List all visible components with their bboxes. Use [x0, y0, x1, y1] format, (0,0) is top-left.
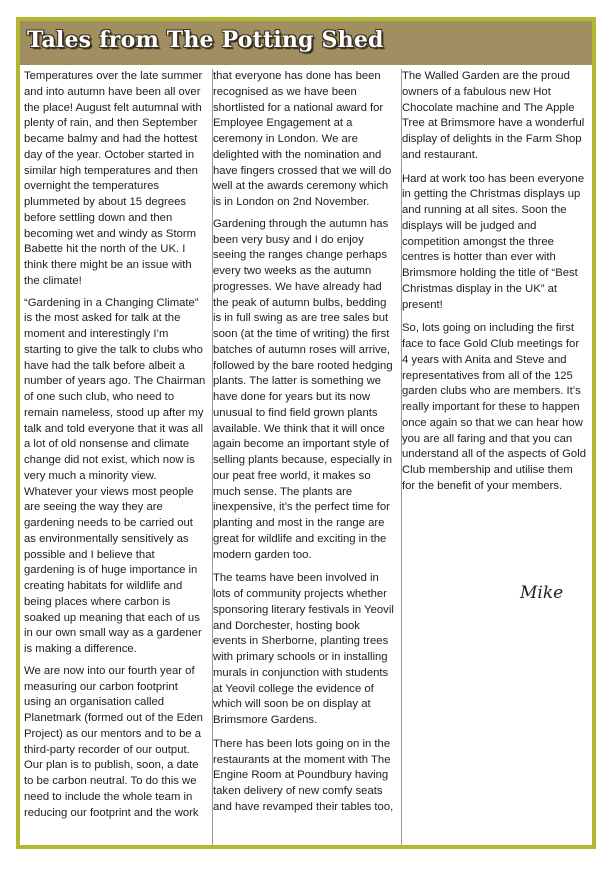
- paragraph: that everyone has done has been recognised as we have been shortlisted for a national award for Employee Engagement at a ceremony in London. We are delighted with the nomination and have fingers crossed that we will do well at the awards ceremony which is in London on 2nd November.: [213, 70, 392, 208]
- author-signature: Mike: [520, 583, 564, 603]
- paragraph: Temperatures over the late summer and into autumn have been all over the place! August felt autumnal with plenty of rain, and then September became balmy and had the hottest day of the year. October started in similar high temperatures and then overnight the temperatures plummeted by about 15 degrees before settling down and then becoming wet and windy as Storm Babette hit the north of the UK. I think there might be an issue with the climate!: [24, 70, 203, 287]
- column-middle: [213, 69, 402, 845]
- title-banner: [20, 21, 592, 65]
- paragraph: “Gardening in a Changing Climate” is the most asked for talk at the moment and interestingly I’m starting to give the talk to clubs who have had the talk before albeit a number of years ago. The Chairman of one such club, who need to remain nameless, stood up after my talk and told everyone that it was all a lot of old nonsense and climate change did not exist, which now is very much a minority view. Whatever your views most people are seeing the way they are gardening needs to be carried out as environmentally sensitively as possible and I believe that gardening is of huge importance in creating habitats for wildlife and being places where carbon is soaked up meaning that each of us in our own small way as a gardener is making a difference.: [24, 296, 206, 655]
- page-frame: [16, 17, 596, 849]
- paragraph: So, lots going on including the first face to face Gold Club meetings for 4 years with Anita and Steve and representatives from all of the 125 garden clubs who are members. It’s really important for these to happen once again so that we can hear how you are all faring and that you can understand all of the aspects of Gold Club membership and utilise them for the benefit of your members.: [402, 322, 587, 492]
- paragraph: We are now into our fourth year of measuring our carbon footprint using an organisation called Planetmark (formed out of the Eden Project) as our mentors and to be a third-party recorder of our output. Our plan is to publish, soon, a date to be carbon neutral. To do this we need to include the whole team in reducing our footprint and the work: [24, 664, 203, 819]
- page-title: Tales from The Potting Shed: [27, 27, 384, 53]
- column-right: [402, 69, 588, 845]
- paragraph: The teams have been involved in lots of community projects whether sponsoring literary festivals in Yeovil and Dorchester, hosting book events in Sherborne, planting trees with primary schools or in installing murals in conjunction with students at Yeovil college the evidence of which will soon be on display at Brimsmore Gardens.: [213, 572, 394, 726]
- paragraph: Gardening through the autumn has been very busy and I do enjoy seeing the ranges change perhaps every two weeks as the autumn progresses. We have already had the peak of autumn bulbs, bedding is in full swing as are tree sales but soon (at the time of writing) the first batches of autumn roses will arrive, followed by the bare rooted hedging plants. The latter is something we have done for years but its now unusual to find field grown plants available. We think that it will once again become an important style of selling plants because, especially in our peat free world, it makes so much sense. The plants are inexpensive, it’s the perfect time for planting and most in the range are great for wildlife and exciting in the modern garden too.: [213, 217, 393, 561]
- paragraph: There has been lots going on in the restaurants at the moment with The Engine Room at Poundbury having taken delivery of new comfy seats and have revamped their tables too,: [213, 737, 394, 813]
- column-left: [24, 69, 213, 845]
- paragraph: The Walled Garden are the proud owners of a fabulous new Hot Chocolate machine and The Apple Tree at Brimsmore have a wonderful display of delights in the Farm Shop and restaurant.: [402, 70, 585, 161]
- paragraph: Hard at work too has been everyone in getting the Christmas displays up and running at all sites. Soon the displays will be judged and competition amongst the three centres is hotter than ever with Brimsmore holding the title of “Best Christmas display in the UK” at present!: [402, 172, 585, 311]
